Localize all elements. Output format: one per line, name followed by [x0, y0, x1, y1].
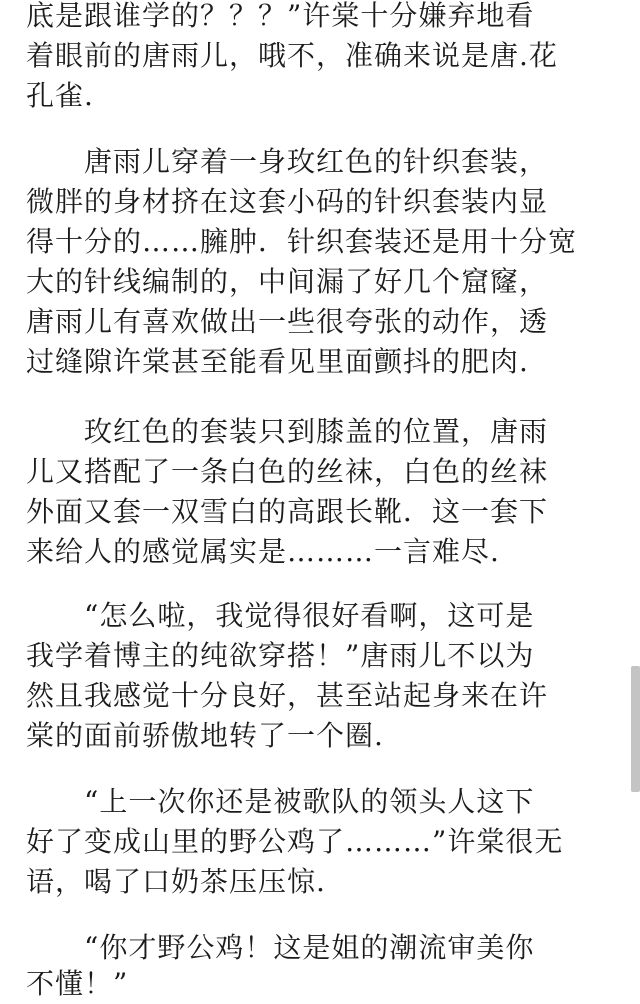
text-line: 外面又套一双雪白的高跟长靴．这一套下 [26, 495, 549, 528]
text-line: “你才野公鸡！这是姐的潮流审美你 [26, 931, 535, 964]
text-line: 微胖的身材挤在这套小码的针织套装内显 [26, 185, 549, 218]
text-line: 唐雨儿穿着一身玫红色的针织套装， [26, 145, 549, 178]
text-line: 我学着博主的纯欲穿搭！”唐雨儿不以为 [26, 639, 535, 672]
text-line: 着眼前的唐雨儿，哦不，准确来说是唐.花 [26, 39, 558, 72]
text-line: 好了变成山里的野公鸡了………”许棠很无 [26, 825, 564, 858]
text-line: 然且我感觉十分良好，甚至站起身来在许 [26, 679, 549, 712]
text-line: 唐雨儿有喜欢做出一些很夸张的动作，透 [26, 305, 549, 338]
vertical-scrollbar-thumb[interactable] [631, 666, 640, 792]
text-line: 过缝隙许棠甚至能看见里面颤抖的肥肉. [26, 345, 529, 378]
text-line: 语，喝了口奶茶压压惊. [26, 865, 326, 898]
text-line: 孔雀. [26, 79, 94, 112]
text-line: 不懂！” [26, 967, 129, 1000]
text-line: 来给人的感觉属实是………一言难尽. [26, 535, 500, 568]
text-line: “怎么啦，我觉得很好看啊，这可是 [26, 599, 535, 632]
text-line: “上一次你还是被歌队的领头人这下 [26, 785, 535, 818]
text-line: 大的针线编制的，中间漏了好几个窟窿， [26, 265, 549, 298]
text-line: 棠的面前骄傲地转了一个圈. [26, 719, 384, 752]
text-line: 得十分的……臃肿．针织套装还是用十分宽 [26, 225, 578, 258]
text-line: 玫红色的套装只到膝盖的位置，唐雨 [26, 415, 549, 448]
text-line: 底是跟谁学的？？？”许棠十分嫌弃地看 [26, 0, 535, 32]
text-line: 儿又搭配了一条白色的丝袜，白色的丝袜 [26, 455, 549, 488]
